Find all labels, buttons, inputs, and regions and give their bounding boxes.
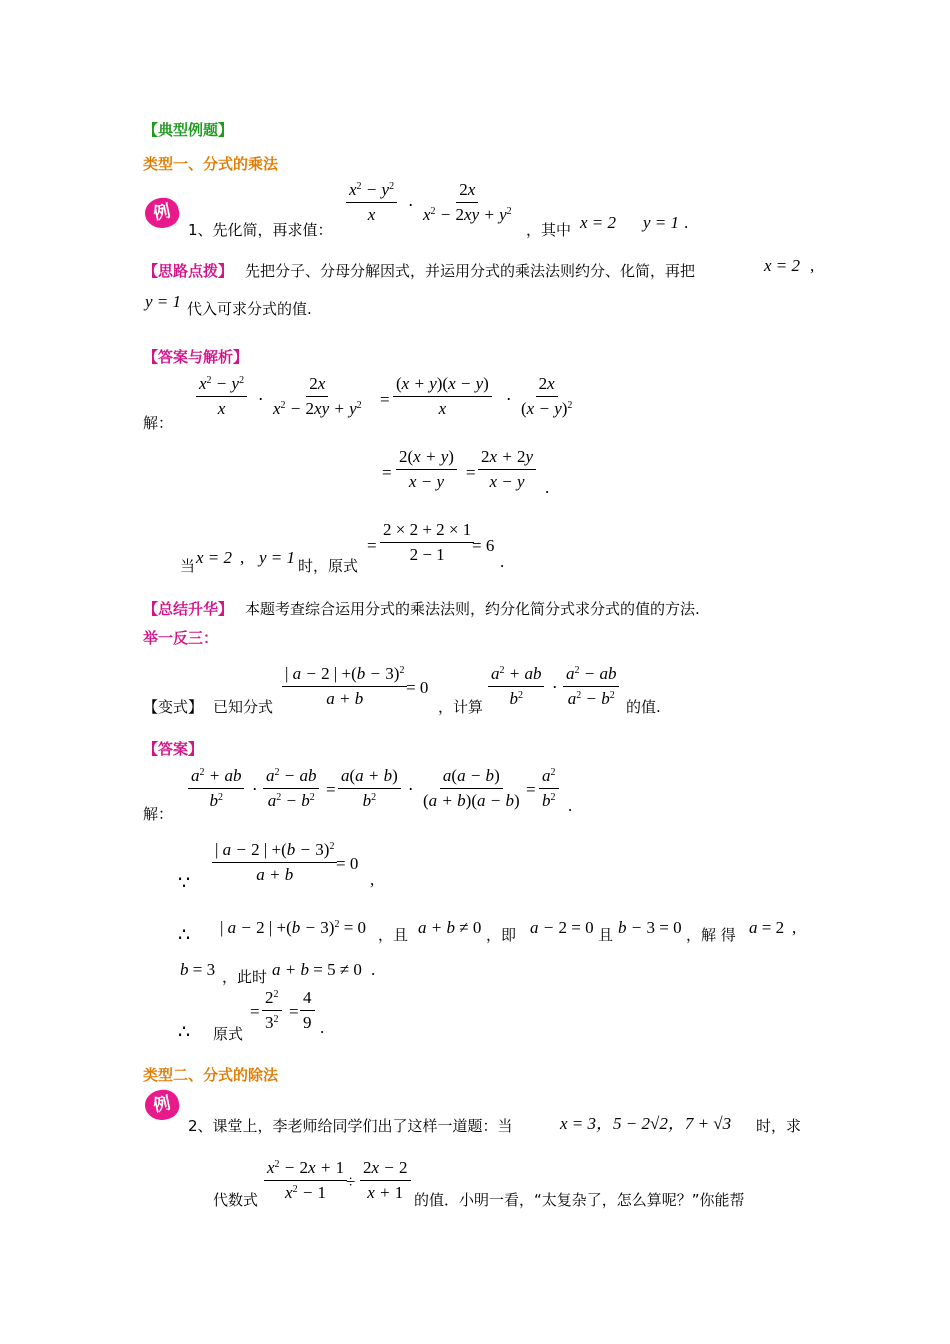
because-symbol: ∵ <box>178 873 191 894</box>
solution-label: 解： <box>143 414 174 432</box>
sol-fraction-4: $\frac{2x}{(x - y)^2}$ <box>521 374 573 418</box>
period: . <box>568 796 573 815</box>
ex1-condition-text: ，其中 <box>526 221 572 239</box>
a-plus-b-nonzero: a + b ≠ 0 <box>418 918 482 937</box>
period: . <box>371 960 376 979</box>
section-heading-type2: 类型二、分式的除法 <box>143 1066 279 1084</box>
idea-comma: , <box>810 256 815 275</box>
sol-fraction-5: $\frac{2(x + y)}{x - y}$ <box>396 447 457 492</box>
because-fraction: $\frac{| a - 2 | +(b - 3)^2}{a + b}$ <box>212 840 337 885</box>
sol-fraction-2: $\frac{2x}{x^2 - 2xy + y^2}$ <box>273 374 362 418</box>
variant-fraction-1: $\frac{| a - 2 | +(b - 3)^2}{a + b}$ <box>282 664 407 709</box>
and-text: ，且 <box>378 926 409 944</box>
equals-sign: = <box>289 1002 299 1021</box>
multiply-sign: ⋅ <box>252 780 258 799</box>
i-e-text: ，即 <box>486 926 517 944</box>
example2-line2a: 代数式 <box>213 1191 259 1209</box>
multiply-sign: ⋅ <box>408 196 414 215</box>
variant-fraction-2: $\frac{a^2 + ab}{b^2}$ <box>488 664 544 709</box>
variant-text-2: ，计算 <box>438 698 484 716</box>
result-fraction-1: $\frac{2^2}{3^2}$ <box>262 988 282 1033</box>
variant-text-1: 已知分式 <box>213 698 274 716</box>
a-minus-2: a − 2 = 0 <box>530 918 594 937</box>
multiply-sign: ⋅ <box>258 390 264 409</box>
equals-sign: = <box>326 780 336 799</box>
ans-fraction-4: $\frac{a(a - b)}{(a + b)(a - b)}$ <box>423 766 520 810</box>
section-heading-typical: 【典型例题】 <box>143 121 234 139</box>
a-equals-2: a = 2 <box>749 918 785 937</box>
section-heading-type1: 类型一、分式的乘法 <box>143 155 279 173</box>
ex1-fraction-1: $\frac{x^2 - y^2}{x}$ <box>346 180 397 225</box>
ex1-condition-x: x = 2 <box>580 213 617 232</box>
example2-values: x = 3，5 − 2√2，7 + √3 <box>560 1114 732 1133</box>
example1-prompt: 1、先化简，再求值： <box>188 221 333 239</box>
sol-fraction-6: $\frac{2x + 2y}{x - y}$ <box>478 447 536 492</box>
sol-fraction-3: $\frac{(x + y)(x - y)}{x}$ <box>393 374 492 419</box>
summary-heading: 【总结升华】 <box>143 600 234 618</box>
ans-fraction-1: $\frac{a^2 + ab}{b^2}$ <box>188 766 244 811</box>
ex2-fraction-2: $\frac{2x - 2}{x + 1}$ <box>360 1158 411 1203</box>
answer-analysis-heading: 【答案与解析】 <box>143 348 249 366</box>
equals-sign: = <box>250 1002 260 1021</box>
example2-line2b: 的值．小明一看，“太复杂了，怎么算呢？”你能帮 <box>414 1191 745 1209</box>
equals-sign: = <box>526 780 536 799</box>
original-label: 原式 <box>213 1025 244 1043</box>
ex2-fraction-1: $\frac{x^2 - 2x + 1}{x^2 - 1}$ <box>264 1158 347 1203</box>
when-label: 当 <box>180 557 196 575</box>
variant-heading: 【变式】 <box>143 698 204 716</box>
idea-text: 先把分子、分母分解因式，并运用分式的乘法法则约分、化简，再把 <box>245 262 696 280</box>
summary-text: 本题考查综合运用分式的乘法法则，约分化简分式求分式的值的方法. <box>245 600 700 618</box>
example2-then-find: 时，求 <box>756 1117 802 1135</box>
and-text-2: 且 <box>598 926 614 944</box>
ans-fraction-5: $\frac{a^2}{b^2}$ <box>539 766 559 811</box>
comma: , <box>792 918 797 937</box>
a-plus-b-value: a + b = 5 ≠ 0 <box>272 960 362 979</box>
then-original: 时，原式 <box>298 557 359 575</box>
sol-fraction-7: $\frac{2 \times 2 + 2 \times 1}{2 - 1}$ <box>380 520 474 565</box>
equals-sign: = <box>367 536 377 555</box>
variant-fraction-3: $\frac{a^2 - ab}{a^2 - b^2}$ <box>563 664 619 709</box>
ex1-fraction-2: $\frac{2x}{x^2 - 2xy + y^2}$ <box>423 180 512 224</box>
idea-x: x = 2 <box>764 256 801 275</box>
practice-heading: 举一反三： <box>143 629 219 647</box>
idea-tail: 代入可求分式的值. <box>187 300 312 318</box>
multiply-sign: ⋅ <box>506 390 512 409</box>
period: . <box>320 1018 325 1037</box>
solution-label: 解： <box>143 805 174 823</box>
result-six: = 6 <box>472 536 495 555</box>
multiply-sign: ⋅ <box>408 780 414 799</box>
period: . <box>500 552 505 571</box>
period: . <box>545 478 550 497</box>
example-badge-icon: 例 <box>142 195 181 231</box>
therefore-symbol: ∴ <box>178 1022 191 1043</box>
multiply-sign: ⋅ <box>552 678 558 697</box>
b-minus-3: b − 3 = 0 <box>618 918 682 937</box>
equals-sign: = <box>382 463 392 482</box>
solve-text: ，解 得 <box>686 926 736 944</box>
equals-zero: = 0 <box>406 678 429 697</box>
abs-eq: | a − 2 | $+(b - 3)^2 = 0$ <box>220 918 367 937</box>
example2-line1: 2、课堂上，李老师给同学们出了这样一道题：当 <box>188 1117 513 1135</box>
ex1-period: . <box>684 213 689 232</box>
equals-zero: = 0 <box>336 854 359 873</box>
divide-sign: ÷ <box>346 1172 356 1191</box>
at-this-time: ，此时 <box>222 968 268 986</box>
equals-sign: = <box>466 463 476 482</box>
variant-text-3: 的值. <box>626 698 661 716</box>
equals-sign: = <box>380 390 390 409</box>
idea-y: y = 1 <box>145 292 182 311</box>
ex1-condition-y: y = 1 <box>643 213 680 232</box>
sol-fraction-1: $\frac{x^2 - y^2}{x}$ <box>196 374 247 419</box>
example-badge-icon: 例 <box>142 1087 181 1123</box>
when-y: y = 1 <box>259 548 296 567</box>
result-fraction-2: $\frac{4}{9}$ <box>300 988 315 1033</box>
when-x: x = 2 <box>196 548 233 567</box>
therefore-symbol: ∴ <box>178 925 191 946</box>
comma: , <box>240 548 245 567</box>
ans-fraction-3: $\frac{a(a + b)}{b^2}$ <box>338 766 401 811</box>
ans-fraction-2: $\frac{a^2 - ab}{a^2 - b^2}$ <box>263 766 319 811</box>
comma: , <box>370 870 375 889</box>
answer-heading: 【答案】 <box>143 740 204 758</box>
idea-heading: 【思路点拨】 <box>143 262 234 280</box>
b-equals-3: b = 3 <box>180 960 216 979</box>
